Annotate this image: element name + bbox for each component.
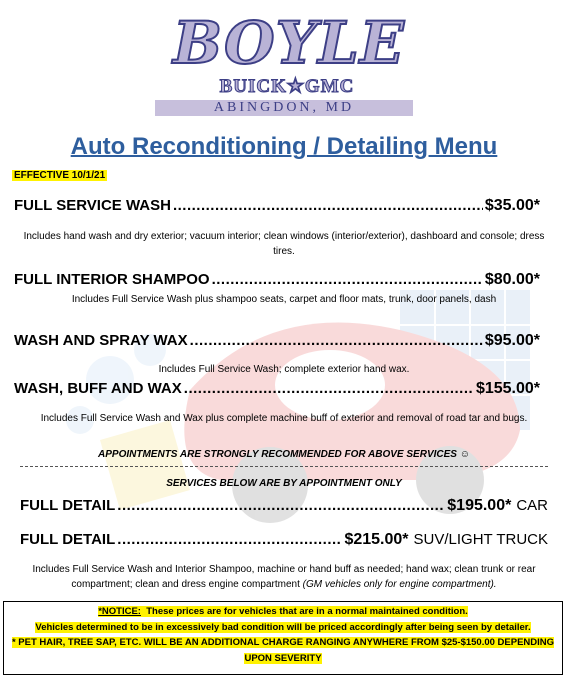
- dealer-logo: [155, 8, 413, 116]
- detail-row-suv: [20, 531, 548, 549]
- service-row: [14, 197, 540, 215]
- service-row: [14, 380, 540, 398]
- dot-leader: [117, 531, 342, 548]
- service-description: Includes Full Service Wash and Wax plus complete machine buff of exterior and removal of road tar and bugs.: [40, 413, 528, 424]
- page-title: Auto Reconditioning / Detailing Menu: [70, 133, 498, 160]
- detail-description-note: (GM vehicles only for engine compartment).: [302, 579, 497, 590]
- divider: [20, 466, 548, 467]
- service-price: $155.00*: [475, 380, 540, 397]
- service-description: Includes hand wash and dry exterior; vacuum interior; clean windows (interior/exterior), dashboard and console; dress tires.: [23, 231, 545, 257]
- service-description: Includes Full Service Wash plus shampoo seats, carpet and floor mats, trunk, door panels, dash: [71, 294, 497, 305]
- notice-text: * PET HAIR, TREE SAP, ETC. WILL BE AN ADDITIONAL CHARGE RANGING ANYWHERE FROM $25-$150.00 DEPENDING: [11, 637, 555, 648]
- dot-leader: [173, 197, 483, 214]
- notice-box: [3, 601, 563, 675]
- service-price: $95.00*: [484, 332, 540, 349]
- service-row: [14, 332, 540, 350]
- logo-brand: BOYLE: [172, 9, 405, 77]
- detail-vehicle-type: SUV/LIGHT TRUCK: [413, 531, 548, 548]
- dot-leader: [190, 332, 483, 349]
- dot-leader: [117, 497, 445, 514]
- service-name: WASH, BUFF AND WAX: [14, 380, 182, 397]
- detail-vehicle-type: CAR: [516, 497, 548, 514]
- detail-name: FULL DETAIL: [20, 531, 116, 548]
- service-row: [14, 271, 540, 289]
- notice-line-2: [4, 621, 562, 635]
- dot-leader: [212, 271, 483, 288]
- notice-text: These prices are for vehicles that are in a normal maintained condition.: [146, 606, 468, 617]
- service-name: WASH AND SPRAY WAX: [14, 332, 188, 349]
- notice-line-4: [4, 652, 562, 666]
- service-name: FULL INTERIOR SHAMPOO: [14, 271, 210, 288]
- notice-line-3: [4, 636, 562, 650]
- detail-description-text: Includes Full Service Wash and Interior Shampoo, machine or hand buff as needed; hand wax; clean trunk or rear compartment; clean and dress engine compartment: [32, 564, 536, 590]
- detail-price: $215.00*: [344, 531, 409, 548]
- effective-date: EFFECTIVE 10/1/21: [14, 170, 106, 181]
- detail-row-car: [20, 497, 548, 515]
- appointments-note: APPOINTMENTS ARE STRONGLY RECOMMENDED FOR ABOVE SERVICES ☺: [98, 449, 470, 460]
- service-description: Includes Full Service Wash; complete exterior hand wax.: [158, 364, 410, 375]
- service-name: FULL SERVICE WASH: [14, 197, 171, 214]
- detail-description: [12, 562, 556, 592]
- service-price: $80.00*: [484, 271, 540, 288]
- notice-text: UPON SEVERITY: [244, 653, 322, 664]
- notice-line-1: [4, 605, 562, 619]
- by-appointment-note: SERVICES BELOW ARE BY APPOINTMENT ONLY: [166, 478, 402, 489]
- notice-label: *NOTICE:: [98, 606, 141, 617]
- logo-location-bar: [155, 100, 413, 116]
- dot-leader: [184, 380, 474, 397]
- logo-make: BUICK★GMC: [219, 76, 355, 97]
- service-price: $35.00*: [484, 197, 540, 214]
- logo-location: ABINGDON, MD: [213, 100, 355, 115]
- detail-price: $195.00*: [447, 497, 512, 514]
- notice-text: Vehicles determined to be in excessively bad condition will be priced accordingly after being seen by detailer.: [35, 622, 531, 633]
- detail-name: FULL DETAIL: [20, 497, 116, 514]
